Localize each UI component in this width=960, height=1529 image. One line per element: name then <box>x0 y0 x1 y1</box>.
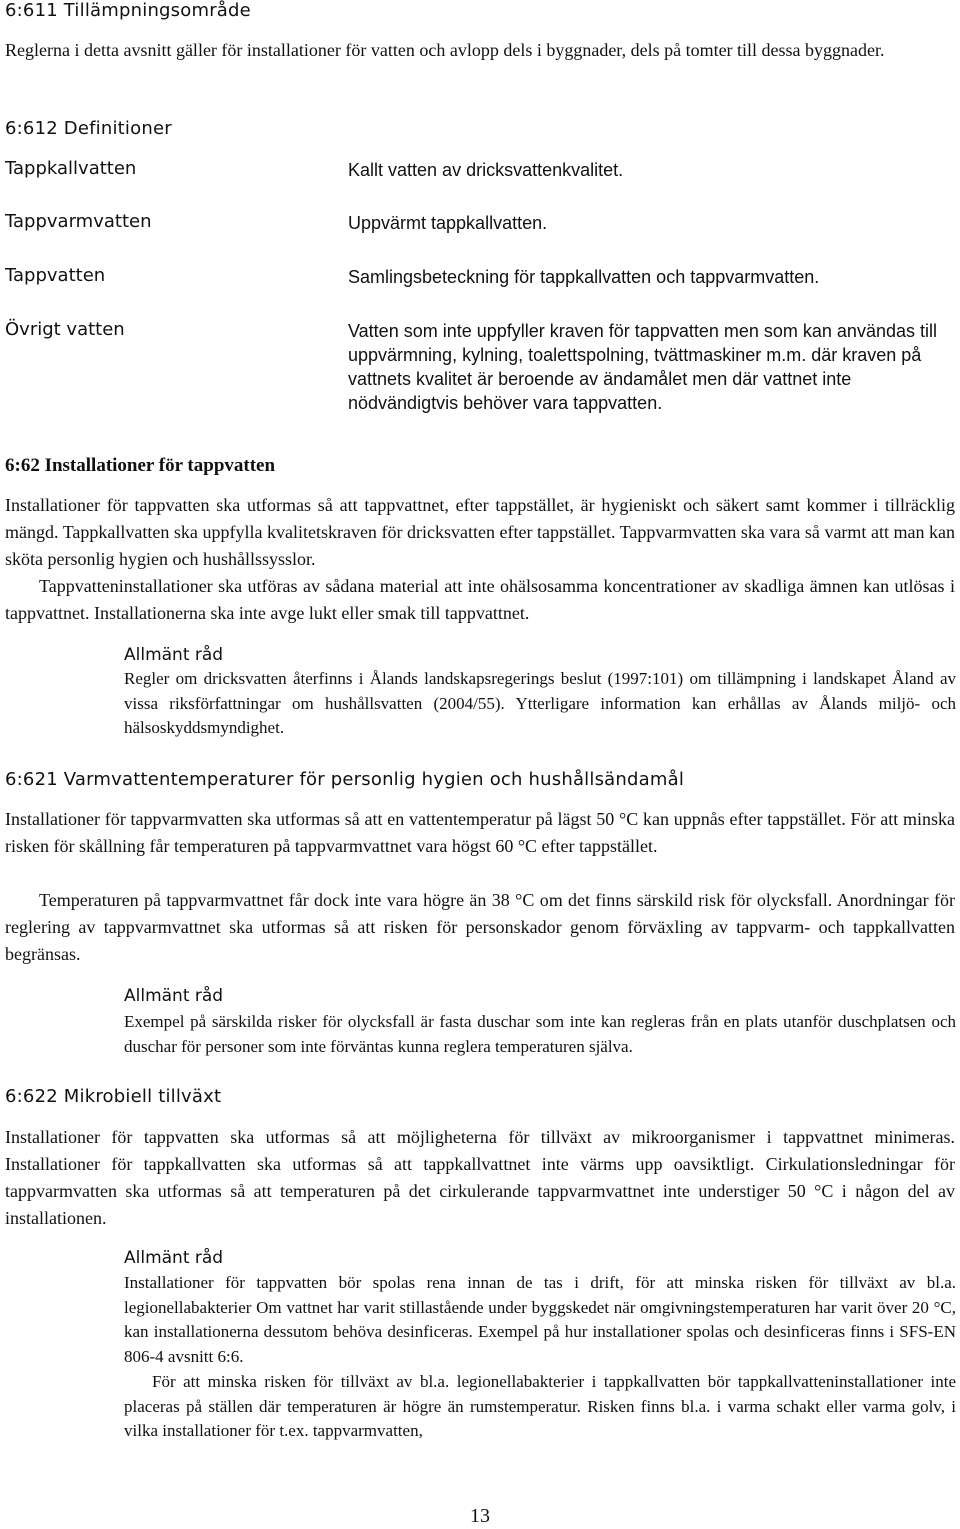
advice-text: Installationer för tappvatten bör spolas rena innan de tas i drift, för att minska risken för tillväxt av bl.a. legionellabakterier Om vattnet har varit stillastående under byggskedet när omgivningstemperaturen har varit över 20 °C, kan installationerna dessutom behöva desinficeras. Exempel på hur installationer spolas och desinficeras finns i SFS-EN 806-4 avsnitt 6:6. <box>124 1273 956 1366</box>
definition-text: Kallt vatten av dricksvattenkvalitet. <box>348 160 624 180</box>
page-number: 13 <box>470 1505 490 1527</box>
advice-label: Allmänt råd <box>124 986 224 1006</box>
definition-term: Tappkallvatten <box>5 158 137 179</box>
advice-label: Allmänt råd <box>124 1248 224 1268</box>
paragraph-62-2: Tappvatteninstallationer ska utföras av sådana material att inte ohälsosamma koncentrationer av skadliga ämnen kan utlösas i tappvattnet. Installationerna ska inte avge lukt eller smak till tappvattnet. <box>5 576 955 623</box>
definition-text: Vatten som inte uppfyller kraven för tappvatten men som kan användas till uppvärmning, kylning, toalettspolning, tvättmaskiner m.m. där kraven på vattnets kvalitet är beroende av ändamålet men där vattnet inte nödvändigtvis behöver vara tappvatten. <box>348 321 937 413</box>
definition-term: Tappvarmvatten <box>5 211 152 232</box>
definition-term: Tappvatten <box>5 265 106 286</box>
advice-text: Exempel på särskilda risker för olycksfall är fasta duschar som inte kan regleras från en plats utanför duschplatsen och duschar för personer som inte förväntas kunna reglera temperaturen själva. <box>124 1012 956 1056</box>
paragraph-611: Reglerna i detta avsnitt gäller för installationer för vatten och avlopp dels i byggnader, dels på tomter till dessa byggnader. <box>5 40 885 60</box>
paragraph-62-1: Installationer för tappvatten ska utformas så att tappvattnet, efter tappstället, är hygieniskt och säkert samt kommer i tillräcklig mängd. Tappkallvatten ska uppfylla kvalitetskraven för dricksvatten efter tappstället. Tappvarmvatten ska vara så varmt att man kan sköta personlig hygien och hushållssysslor. <box>5 495 955 569</box>
definition-text: Uppvärmt tappkallvatten. <box>348 213 548 233</box>
advice-label: Allmänt råd <box>124 645 224 665</box>
section-heading-622: 6:622 Mikrobiell tillväxt <box>5 1086 222 1107</box>
definition-term: Övrigt vatten <box>5 319 125 340</box>
section-heading-612: 6:612 Definitioner <box>5 118 172 139</box>
paragraph-622-1: Installationer för tappvatten ska utformas så att möjligheterna för tillväxt av mikroorganismer i tappvattnet minimeras. Installationer för tappkallvatten ska utformas så att tappkallvattnet inte värms upp oavsiktligt. Cirkulationsledningar för tappvarmvatten ska utformas så att temperaturen på det cirkulerande tappvarmvattnet inte understiger 50 °C i någon del av installationen. <box>5 1127 955 1228</box>
advice-text: Regler om dricksvatten återfinns i Ålands landskapsregerings beslut (1997:101) om tillämpning i landskapet Åland av vissa riksförfattningar om hushållsvatten (2004/55). Ytterligare information kan erhållas av Ålands miljö- och hälsoskyddsmyndighet. <box>124 669 956 737</box>
paragraph-621-1: Installationer för tappvarmvatten ska utformas så att en vattentemperatur på lägst 50 °C kan uppnås efter tappstället. För att minska risken för skållning får temperaturen på tappvarmvattnet vara högst 60 °C efter tappstället. <box>5 809 955 856</box>
definition-text: Samlingsbeteckning för tappkallvatten och tappvarmvatten. <box>348 267 820 287</box>
advice-text: För att minska risken för tillväxt av bl.a. legionellabakterier i tappkallvatten bör tappkallvatteninstallationer inte placeras på ställen där temperaturen är högre än rumstemperatur. Risken finns bl.a. i varma schakt eller varma golv, i vilka installationer för t.ex. tappvarmvatten, <box>124 1372 956 1440</box>
section-heading-621: 6:621 Varmvattentemperaturer för personlig hygien och hushållsändamål <box>5 769 685 790</box>
section-heading-611: 6:611 Tillämpningsområde <box>5 0 251 21</box>
paragraph-621-2: Temperaturen på tappvarmvattnet får dock inte vara högre än 38 °C om det finns särskild risk för olycksfall. Anordningar för reglering av tappvarmvattnet ska utformas så att risken för personskador genom förväxling av tappvarm- och tappkallvatten begränsas. <box>5 890 955 964</box>
section-heading-62: 6:62 Installationer för tappvatten <box>5 455 276 476</box>
